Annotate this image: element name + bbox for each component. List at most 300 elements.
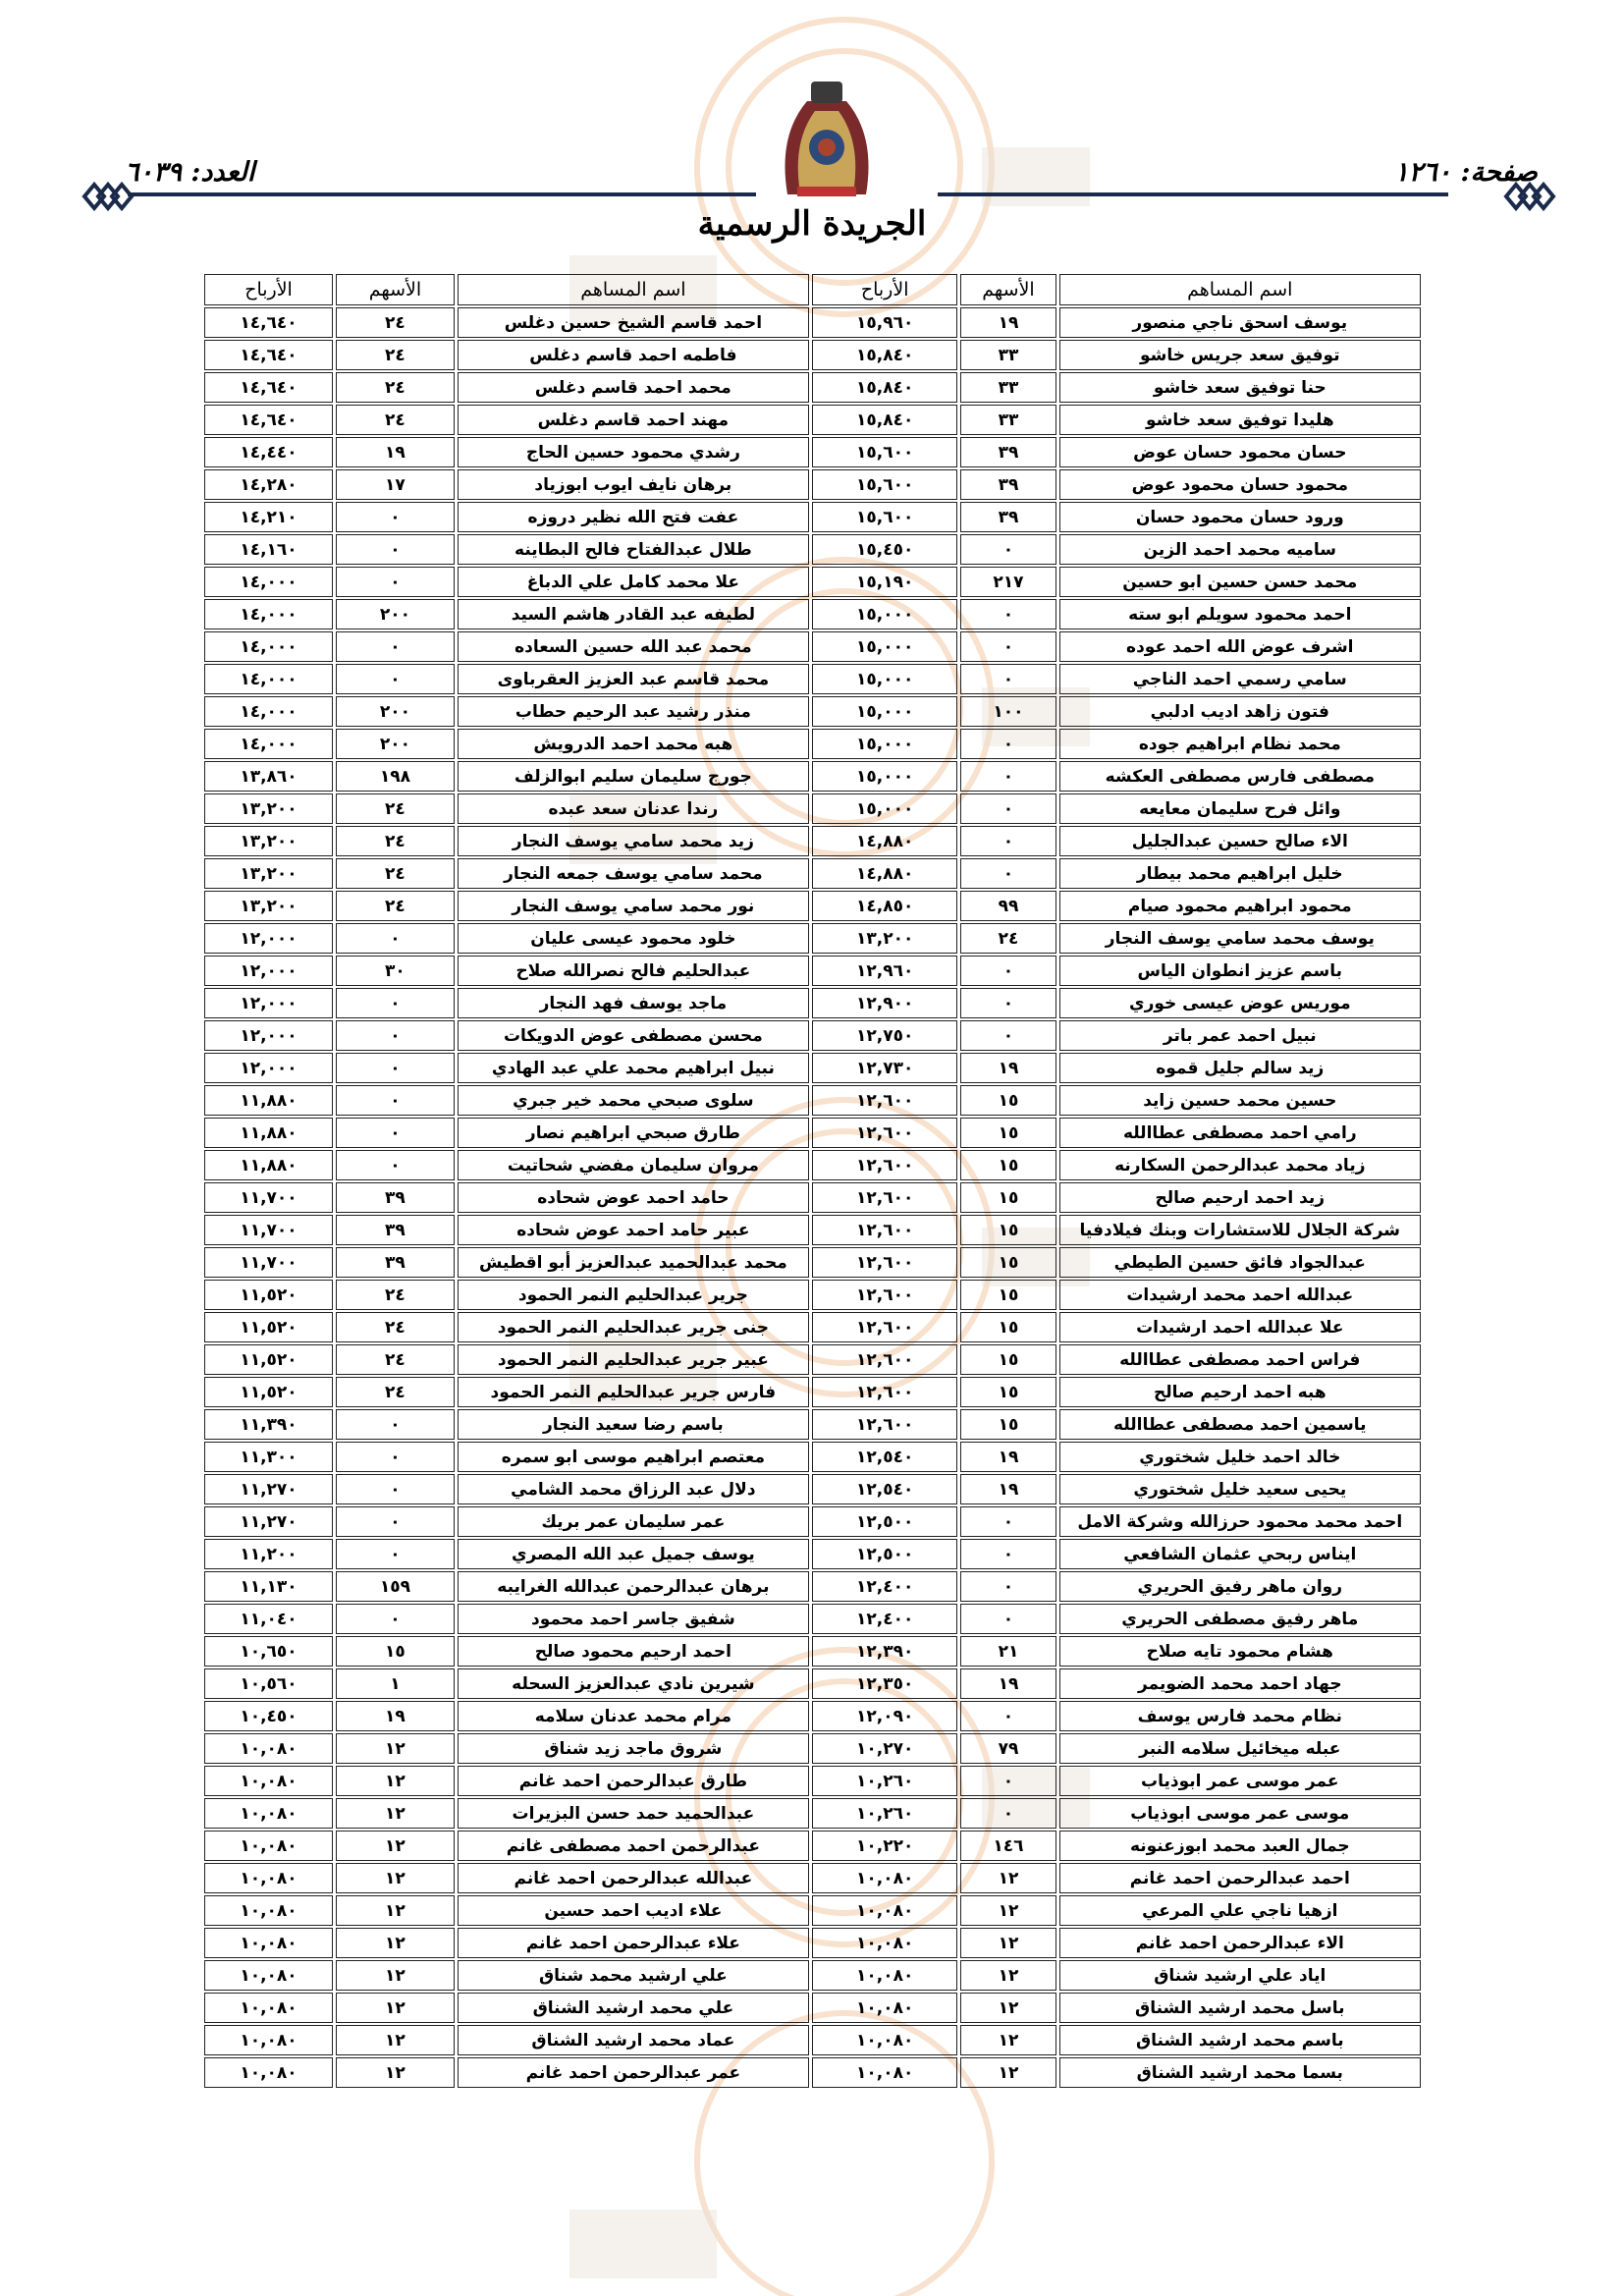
shares-cell: ٠ bbox=[336, 923, 455, 954]
table-row bbox=[204, 826, 1421, 856]
profits-cell: ١٤,٨٨٠ bbox=[812, 858, 957, 889]
profits-cell: ١٠,٠٨٠ bbox=[204, 1960, 333, 1991]
profits-cell: ١٤,٤٤٠ bbox=[204, 437, 333, 467]
shareholder-name-cell: روان ماهر رفيق الحريري bbox=[1059, 1571, 1421, 1602]
shares-cell: ١٢ bbox=[336, 1863, 455, 1893]
shares-cell: ١٢ bbox=[960, 1863, 1056, 1893]
shareholder-name-cell: زيد محمد سامي يوسف النجار bbox=[458, 826, 809, 856]
profits-cell: ١٠,٠٨٠ bbox=[812, 1863, 957, 1893]
shareholder-name-cell: بسما محمد ارشيد الشناق bbox=[1059, 2057, 1421, 2088]
table-row bbox=[204, 923, 1421, 954]
shares-cell: ١٩ bbox=[960, 307, 1056, 338]
shareholder-name-cell: توفيق سعد جريس خاشو bbox=[1059, 340, 1421, 370]
table-row bbox=[204, 1150, 1421, 1180]
profits-cell: ١٤,٢١٠ bbox=[204, 502, 333, 532]
shareholder-name-cell: احمد محمد محمود حرزالله وشركة الامل bbox=[1059, 1506, 1421, 1537]
profits-cell: ١٠,٠٨٠ bbox=[812, 1928, 957, 1958]
table-row bbox=[204, 664, 1421, 694]
shares-cell: ٠ bbox=[336, 1539, 455, 1569]
profits-cell: ١٥,٠٠٠ bbox=[812, 696, 957, 727]
shareholder-name-cell: عبدالحليم فالح نصرالله صلاح bbox=[458, 956, 809, 986]
profits-cell: ١٢,٣٥٠ bbox=[812, 1668, 957, 1699]
profits-cell: ١٥,٦٠٠ bbox=[812, 502, 957, 532]
shares-cell: ١٩ bbox=[960, 1053, 1056, 1083]
table-row bbox=[204, 696, 1421, 727]
table-row bbox=[204, 437, 1421, 467]
shares-cell: ٣٩ bbox=[960, 502, 1056, 532]
profits-cell: ١٠,٦٥٠ bbox=[204, 1636, 333, 1667]
shares-cell: ١٢ bbox=[960, 1895, 1056, 1926]
profits-cell: ١٢,٥٤٠ bbox=[812, 1474, 957, 1504]
table-row bbox=[204, 1831, 1421, 1861]
table-row bbox=[204, 891, 1421, 921]
shareholder-name-cell: علا محمد كامل علي الدباغ bbox=[458, 567, 809, 597]
shares-cell: ٠ bbox=[336, 1150, 455, 1180]
shares-cell: ٠ bbox=[960, 1766, 1056, 1796]
shareholder-name-cell: محسن مصطفى عوض الدويكات bbox=[458, 1020, 809, 1051]
table-row bbox=[204, 858, 1421, 889]
profits-cell: ١٤,٠٠٠ bbox=[204, 696, 333, 727]
shares-cell: ٢٤ bbox=[336, 405, 455, 435]
profits-cell: ١٢,٧٥٠ bbox=[812, 1020, 957, 1051]
header-shareholder-name: اسم المساهم bbox=[458, 274, 809, 305]
shares-cell: ٢٤ bbox=[336, 340, 455, 370]
table-row bbox=[204, 1863, 1421, 1893]
profits-cell: ١٠,٠٨٠ bbox=[812, 2057, 957, 2088]
shares-cell: ٣٩ bbox=[336, 1247, 455, 1278]
shares-cell: ٢٤ bbox=[336, 1312, 455, 1342]
profits-cell: ١٥,٦٠٠ bbox=[812, 437, 957, 467]
shares-cell: ١٩ bbox=[960, 1442, 1056, 1472]
shares-cell: ٢٠٠ bbox=[336, 729, 455, 759]
table-row bbox=[204, 1636, 1421, 1667]
table-row bbox=[204, 1928, 1421, 1958]
profits-cell: ١٣,٢٠٠ bbox=[812, 923, 957, 954]
table-row bbox=[204, 1506, 1421, 1537]
shares-cell: ١٥ bbox=[960, 1215, 1056, 1245]
table-row bbox=[204, 1020, 1421, 1051]
profits-cell: ١٢,٠٩٠ bbox=[812, 1701, 957, 1731]
profits-cell: ١٠,٥٦٠ bbox=[204, 1668, 333, 1699]
shares-cell: ٠ bbox=[336, 1442, 455, 1472]
shares-cell: ١٠٠ bbox=[960, 696, 1056, 727]
table-row bbox=[204, 307, 1421, 338]
shareholder-name-cell: حنا توفيق سعد خاشو bbox=[1059, 372, 1421, 403]
shares-cell: ١٢ bbox=[336, 1831, 455, 1861]
shares-cell: ١٢ bbox=[336, 1960, 455, 1991]
shares-cell: ١٤٦ bbox=[960, 1831, 1056, 1861]
table-row bbox=[204, 1247, 1421, 1278]
table-row bbox=[204, 2057, 1421, 2088]
page-label-text: صفحة: bbox=[1460, 157, 1538, 188]
shareholder-name-cell: جهاد احمد محمد الضويمر bbox=[1059, 1668, 1421, 1699]
table-row bbox=[204, 988, 1421, 1018]
shares-cell: ٠ bbox=[960, 631, 1056, 662]
profits-cell: ١١,٥٢٠ bbox=[204, 1312, 333, 1342]
profits-cell: ١٤,٠٠٠ bbox=[204, 599, 333, 629]
shares-cell: ٧٩ bbox=[960, 1733, 1056, 1764]
shareholder-name-cell: الاء عبدالرحمن احمد غانم bbox=[1059, 1928, 1421, 1958]
shares-cell: ٣٩ bbox=[960, 469, 1056, 500]
shareholder-name-cell: باسل محمد ارشيد الشناق bbox=[1059, 1993, 1421, 2023]
shareholder-name-cell: سلوى صبحي محمد خير جبري bbox=[458, 1085, 809, 1116]
shareholder-name-cell: عمر سليمان عمر بريك bbox=[458, 1506, 809, 1537]
profits-cell: ١٣,٢٠٠ bbox=[204, 793, 333, 824]
shares-cell: ٠ bbox=[336, 988, 455, 1018]
profits-cell: ١٠,٢٧٠ bbox=[812, 1733, 957, 1764]
table-row bbox=[204, 1993, 1421, 2023]
profits-cell: ١١,٨٨٠ bbox=[204, 1085, 333, 1116]
shareholder-name-cell: هبه محمد احمد الدرويش bbox=[458, 729, 809, 759]
shares-cell: ٢٤ bbox=[336, 1344, 455, 1375]
shareholder-name-cell: احمد عبدالرحمن احمد غانم bbox=[1059, 1863, 1421, 1893]
shareholder-name-cell: سامي رسمي احمد الناجي bbox=[1059, 664, 1421, 694]
shares-cell: ٢٤ bbox=[960, 923, 1056, 954]
shareholder-name-cell: منذر رشيد عبد الرحيم حطاب bbox=[458, 696, 809, 727]
profits-cell: ١٢,٥٤٠ bbox=[812, 1442, 957, 1472]
shareholder-name-cell: مصطفى فارس مصطفى العكشه bbox=[1059, 761, 1421, 792]
shares-cell: ٢٠٠ bbox=[336, 696, 455, 727]
header-shares: الأسهم bbox=[960, 274, 1056, 305]
shareholder-name-cell: عبدالرحمن احمد مصطفى غانم bbox=[458, 1831, 809, 1861]
shares-cell: ٣٩ bbox=[960, 437, 1056, 467]
profits-cell: ١٣,٢٠٠ bbox=[204, 858, 333, 889]
shareholder-name-cell: محمود حسان محمود عوض bbox=[1059, 469, 1421, 500]
shareholder-name-cell: نور محمد سامي يوسف النجار bbox=[458, 891, 809, 921]
shares-cell: ٠ bbox=[336, 567, 455, 597]
profits-cell: ١١,٥٢٠ bbox=[204, 1280, 333, 1310]
table-row bbox=[204, 1539, 1421, 1569]
shares-cell: ٠ bbox=[336, 664, 455, 694]
shares-cell: ٠ bbox=[960, 729, 1056, 759]
profits-cell: ١٥,٠٠٠ bbox=[812, 729, 957, 759]
shares-cell: ١٥ bbox=[336, 1636, 455, 1667]
shareholder-name-cell: عبله ميخائيل سلامه النبر bbox=[1059, 1733, 1421, 1764]
shares-cell: ٠ bbox=[336, 1085, 455, 1116]
shareholder-name-cell: احمد ارحيم محمود صالح bbox=[458, 1636, 809, 1667]
profits-cell: ١٢,٦٠٠ bbox=[812, 1182, 957, 1213]
profits-cell: ١٤,٠٠٠ bbox=[204, 729, 333, 759]
profits-cell: ١١,٨٨٠ bbox=[204, 1118, 333, 1148]
profits-cell: ١٥,٨٤٠ bbox=[812, 372, 957, 403]
shares-cell: ١٥ bbox=[960, 1085, 1056, 1116]
shares-cell: ١٥ bbox=[960, 1344, 1056, 1375]
shares-cell: ٢٤ bbox=[336, 372, 455, 403]
shareholder-name-cell: ماجد يوسف فهد النجار bbox=[458, 988, 809, 1018]
profits-cell: ١١,٧٠٠ bbox=[204, 1215, 333, 1245]
table-row bbox=[204, 1733, 1421, 1764]
shareholders-table bbox=[201, 272, 1424, 2090]
page-number-value: ١٢٦٠ bbox=[1394, 157, 1452, 188]
shareholder-name-cell: طارق صبحي ابراهيم نصار bbox=[458, 1118, 809, 1148]
shares-cell: ١٢ bbox=[336, 1895, 455, 1926]
shares-cell: ١ bbox=[336, 1668, 455, 1699]
shareholder-name-cell: برهان نايف ايوب ابوزياد bbox=[458, 469, 809, 500]
profits-cell: ١٠,٠٨٠ bbox=[812, 2025, 957, 2055]
profits-cell: ١٢,٥٠٠ bbox=[812, 1539, 957, 1569]
shares-cell: ١٩ bbox=[960, 1474, 1056, 1504]
shares-cell: ٢٤ bbox=[336, 793, 455, 824]
shareholder-name-cell: برهان عبدالرحمن عبدالله الغرايبه bbox=[458, 1571, 809, 1602]
shares-cell: ٢٤ bbox=[336, 891, 455, 921]
shareholder-name-cell: شروق ماجد زيد شناق bbox=[458, 1733, 809, 1764]
header-profits: الأرباح bbox=[812, 274, 957, 305]
shareholder-name-cell: رندا عدنان سعد عبده bbox=[458, 793, 809, 824]
profits-cell: ١٢,٦٠٠ bbox=[812, 1215, 957, 1245]
table-row bbox=[204, 599, 1421, 629]
profits-cell: ١٢,٦٠٠ bbox=[812, 1085, 957, 1116]
shareholder-name-cell: باسم عزيز انطوان الياس bbox=[1059, 956, 1421, 986]
shareholder-name-cell: ايناس ربحي عثمان الشافعي bbox=[1059, 1539, 1421, 1569]
shareholder-name-cell: خلود محمود عيسى عليان bbox=[458, 923, 809, 954]
shares-cell: ٠ bbox=[960, 988, 1056, 1018]
shareholders-table-container bbox=[201, 272, 1424, 2090]
profits-cell: ١٤,٢٨٠ bbox=[204, 469, 333, 500]
profits-cell: ١٤,٠٠٠ bbox=[204, 567, 333, 597]
shareholder-name-cell: نظام محمد فارس يوسف bbox=[1059, 1701, 1421, 1731]
profits-cell: ١٢,٠٠٠ bbox=[204, 988, 333, 1018]
shareholder-name-cell: مروان سليمان مفضي شحاتيت bbox=[458, 1150, 809, 1180]
shareholder-name-cell: رشدي محمود حسين الحاج bbox=[458, 437, 809, 467]
shares-cell: ٠ bbox=[336, 534, 455, 565]
shareholder-name-cell: رامي احمد مصطفى عطاالله bbox=[1059, 1118, 1421, 1148]
profits-cell: ١٠,٠٨٠ bbox=[812, 1895, 957, 1926]
profits-cell: ١١,٢٧٠ bbox=[204, 1506, 333, 1537]
shares-cell: ١٥ bbox=[960, 1182, 1056, 1213]
table-row bbox=[204, 340, 1421, 370]
shares-cell: ٠ bbox=[960, 1571, 1056, 1602]
shareholder-name-cell: نبيل احمد عمر باتر bbox=[1059, 1020, 1421, 1051]
shares-cell: ١٥ bbox=[960, 1312, 1056, 1342]
profits-cell: ١٠,٠٨٠ bbox=[204, 1928, 333, 1958]
shareholder-name-cell: علي ارشيد محمد شناق bbox=[458, 1960, 809, 1991]
shareholder-name-cell: احمد قاسم الشيخ حسين دغلس bbox=[458, 307, 809, 338]
profits-cell: ١١,١٣٠ bbox=[204, 1571, 333, 1602]
shareholder-name-cell: عمر عبدالرحمن احمد غانم bbox=[458, 2057, 809, 2088]
shares-cell: ١٥ bbox=[960, 1150, 1056, 1180]
shareholder-name-cell: يوسف اسحق ناجي منصور bbox=[1059, 307, 1421, 338]
profits-cell: ١٥,٤٥٠ bbox=[812, 534, 957, 565]
shareholder-name-cell: فاطمه احمد قاسم دغلس bbox=[458, 340, 809, 370]
header-rule-right bbox=[938, 192, 1448, 196]
table-row bbox=[204, 1312, 1421, 1342]
table-row bbox=[204, 729, 1421, 759]
table-row bbox=[204, 1668, 1421, 1699]
shareholder-name-cell: عمر موسى عمر ابوذياب bbox=[1059, 1766, 1421, 1796]
profits-cell: ١٥,٠٠٠ bbox=[812, 664, 957, 694]
shares-cell: ٠ bbox=[960, 761, 1056, 792]
profits-cell: ١١,٥٢٠ bbox=[204, 1344, 333, 1375]
shares-cell: ٠ bbox=[960, 664, 1056, 694]
profits-cell: ١٥,٠٠٠ bbox=[812, 631, 957, 662]
shares-cell: ٠ bbox=[960, 826, 1056, 856]
shareholder-name-cell: دلال عبد الرزاق محمد الشامي bbox=[458, 1474, 809, 1504]
header-profits: الأرباح bbox=[204, 274, 333, 305]
shareholder-name-cell: ورود حسان محمود حسان bbox=[1059, 502, 1421, 532]
shareholder-name-cell: طلال عبدالفتاح فالح البطاينه bbox=[458, 534, 809, 565]
shares-cell: ٢٤ bbox=[336, 1280, 455, 1310]
table-row bbox=[204, 956, 1421, 986]
shares-cell: ٠ bbox=[960, 956, 1056, 986]
profits-cell: ١١,٠٤٠ bbox=[204, 1604, 333, 1634]
profits-cell: ١٣,٨٦٠ bbox=[204, 761, 333, 792]
profits-cell: ١٠,٠٨٠ bbox=[204, 1766, 333, 1796]
shares-cell: ٣٩ bbox=[336, 1182, 455, 1213]
table-row bbox=[204, 1377, 1421, 1407]
shareholder-name-cell: حسين محمد حسين زايد bbox=[1059, 1085, 1421, 1116]
table-row bbox=[204, 2025, 1421, 2055]
table-row bbox=[204, 1604, 1421, 1634]
shareholder-name-cell: حامد احمد عوض شحاده bbox=[458, 1182, 809, 1213]
shareholder-name-cell: علا عبدالله احمد ارشيدات bbox=[1059, 1312, 1421, 1342]
shares-cell: ٢٤ bbox=[336, 1377, 455, 1407]
shareholder-name-cell: هشام محمود تايه صلاح bbox=[1059, 1636, 1421, 1667]
shares-cell: ٩٩ bbox=[960, 891, 1056, 921]
shareholder-name-cell: عبدالحميد حمد حسن البزيرات bbox=[458, 1798, 809, 1829]
shares-cell: ٠ bbox=[960, 599, 1056, 629]
shares-cell: ٠ bbox=[336, 1053, 455, 1083]
shareholder-name-cell: مرام محمد عدنان سلامه bbox=[458, 1701, 809, 1731]
shareholder-name-cell: طارق عبدالرحمن احمد غانم bbox=[458, 1766, 809, 1796]
shares-cell: ١٩ bbox=[960, 1668, 1056, 1699]
shareholder-name-cell: زيد سالم جليل قموه bbox=[1059, 1053, 1421, 1083]
shares-cell: ١٥ bbox=[960, 1409, 1056, 1440]
shareholder-name-cell: هليدا توفيق سعد خاشو bbox=[1059, 405, 1421, 435]
shareholder-name-cell: فراس احمد مصطفى عطاالله bbox=[1059, 1344, 1421, 1375]
shareholder-name-cell: عفت فتح الله نظير دروزه bbox=[458, 502, 809, 532]
shareholder-name-cell: باسم محمد ارشيد الشناق bbox=[1059, 2025, 1421, 2055]
table-header-row bbox=[204, 274, 1421, 305]
table-row bbox=[204, 405, 1421, 435]
shareholder-name-cell: موريس عوض عيسى خوري bbox=[1059, 988, 1421, 1018]
shareholder-name-cell: باسم رضا سعيد النجار bbox=[458, 1409, 809, 1440]
profits-cell: ١١,٢٠٠ bbox=[204, 1539, 333, 1569]
profits-cell: ١٥,٦٠٠ bbox=[812, 469, 957, 500]
shareholder-name-cell: محمد حسن حسين ابو حسين bbox=[1059, 567, 1421, 597]
shareholder-name-cell: يوسف محمد سامي يوسف النجار bbox=[1059, 923, 1421, 954]
profits-cell: ١٢,٦٠٠ bbox=[812, 1312, 957, 1342]
profits-cell: ١١,٥٢٠ bbox=[204, 1377, 333, 1407]
profits-cell: ١٤,٦٤٠ bbox=[204, 307, 333, 338]
table-row bbox=[204, 1960, 1421, 1991]
shares-cell: ٢١٧ bbox=[960, 567, 1056, 597]
table-row bbox=[204, 372, 1421, 403]
table-row bbox=[204, 1571, 1421, 1602]
shareholder-name-cell: شيرين نادي عبدالعزيز السحله bbox=[458, 1668, 809, 1699]
shareholder-name-cell: محمد قاسم عبد العزيز العقرباوى bbox=[458, 664, 809, 694]
profits-cell: ١٢,٠٠٠ bbox=[204, 1020, 333, 1051]
profits-cell: ١٠,٠٨٠ bbox=[204, 2025, 333, 2055]
shareholder-name-cell: جمال العبد محمد ابوزعنونه bbox=[1059, 1831, 1421, 1861]
shares-cell: ١٥ bbox=[960, 1118, 1056, 1148]
profits-cell: ١٠,٠٨٠ bbox=[204, 1831, 333, 1861]
table-row bbox=[204, 1085, 1421, 1116]
shares-cell: ٠ bbox=[960, 793, 1056, 824]
shareholder-name-cell: اياد علي ارشيد شناق bbox=[1059, 1960, 1421, 1991]
profits-cell: ١٠,٠٨٠ bbox=[204, 2057, 333, 2088]
table-row bbox=[204, 469, 1421, 500]
shareholder-name-cell: زيد احمد ارحيم صالح bbox=[1059, 1182, 1421, 1213]
header-shares: الأسهم bbox=[336, 274, 455, 305]
profits-cell: ١٠,٤٥٠ bbox=[204, 1701, 333, 1731]
shares-cell: ١٩٨ bbox=[336, 761, 455, 792]
shares-cell: ٠ bbox=[336, 1506, 455, 1537]
shares-cell: ٣٣ bbox=[960, 372, 1056, 403]
shareholder-name-cell: محمد عبد الله حسين السعاده bbox=[458, 631, 809, 662]
profits-cell: ١٥,٨٤٠ bbox=[812, 340, 957, 370]
shareholder-name-cell: وائل فرح سليمان معايعه bbox=[1059, 793, 1421, 824]
shares-cell: ٠ bbox=[336, 1020, 455, 1051]
shares-cell: ٣٠ bbox=[336, 956, 455, 986]
table-row bbox=[204, 761, 1421, 792]
table-row bbox=[204, 1409, 1421, 1440]
profits-cell: ١٠,٢٦٠ bbox=[812, 1798, 957, 1829]
profits-cell: ١٢,٠٠٠ bbox=[204, 923, 333, 954]
profits-cell: ١٢,٦٠٠ bbox=[812, 1247, 957, 1278]
header-rule-left bbox=[128, 192, 756, 196]
shares-cell: ٣٩ bbox=[336, 1215, 455, 1245]
profits-cell: ١٤,٦٤٠ bbox=[204, 340, 333, 370]
shareholder-name-cell: ياسمين احمد مصطفى عطاالله bbox=[1059, 1409, 1421, 1440]
shares-cell: ١٢ bbox=[336, 1798, 455, 1829]
shares-cell: ١٢ bbox=[336, 1993, 455, 2023]
shares-cell: ١٢ bbox=[960, 1960, 1056, 1991]
shares-cell: ١٢ bbox=[960, 2025, 1056, 2055]
profits-cell: ١٠,٠٨٠ bbox=[204, 1993, 333, 2023]
shareholder-name-cell: عماد محمد ارشيد الشناق bbox=[458, 2025, 809, 2055]
shares-cell: ٠ bbox=[960, 858, 1056, 889]
issue-label-text: العدد: bbox=[190, 157, 255, 188]
shareholder-name-cell: فتون زاهد اديب ادلبي bbox=[1059, 696, 1421, 727]
profits-cell: ١٥,٠٠٠ bbox=[812, 793, 957, 824]
profits-cell: ١٥,١٩٠ bbox=[812, 567, 957, 597]
profits-cell: ١٤,٨٥٠ bbox=[812, 891, 957, 921]
shares-cell: ٠ bbox=[960, 1798, 1056, 1829]
profits-cell: ١٠,٠٨٠ bbox=[812, 1960, 957, 1991]
shareholder-name-cell: ازهيا ناجي علي المرعي bbox=[1059, 1895, 1421, 1926]
shares-cell: ١٥ bbox=[960, 1377, 1056, 1407]
table-row bbox=[204, 1118, 1421, 1148]
shares-cell: ١٥٩ bbox=[336, 1571, 455, 1602]
shares-cell: ٣٣ bbox=[960, 340, 1056, 370]
table-row bbox=[204, 1344, 1421, 1375]
profits-cell: ١٢,٦٠٠ bbox=[812, 1118, 957, 1148]
issue-number-label bbox=[125, 157, 254, 188]
shareholder-name-cell: محمد سامي يوسف جمعه النجار bbox=[458, 858, 809, 889]
shareholder-name-cell: عبير حامد احمد عوض شحاده bbox=[458, 1215, 809, 1245]
shares-cell: ١٢ bbox=[960, 1928, 1056, 1958]
profits-cell: ١٣,٢٠٠ bbox=[204, 826, 333, 856]
shareholder-name-cell: موسى عمر موسى ابوذياب bbox=[1059, 1798, 1421, 1829]
shareholder-name-cell: نبيل ابراهيم محمد علي عبد الهادي bbox=[458, 1053, 809, 1083]
shares-cell: ٢٤ bbox=[336, 858, 455, 889]
shareholder-name-cell: عبدالجواد فائق حسين الطيطي bbox=[1059, 1247, 1421, 1278]
table-row bbox=[204, 1442, 1421, 1472]
shares-cell: ٠ bbox=[960, 1539, 1056, 1569]
shareholder-name-cell: اشرف عوض الله احمد عوده bbox=[1059, 631, 1421, 662]
shareholder-name-cell: جرير عبدالحليم النمر الحمود bbox=[458, 1280, 809, 1310]
profits-cell: ١٥,٨٤٠ bbox=[812, 405, 957, 435]
profits-cell: ١٥,٠٠٠ bbox=[812, 761, 957, 792]
shares-cell: ١٩ bbox=[336, 437, 455, 467]
shareholder-name-cell: شركة الجلال للاستشارات وبنك فيلادفيا bbox=[1059, 1215, 1421, 1245]
coat-of-arms-icon bbox=[768, 77, 886, 206]
shares-cell: ١٢ bbox=[336, 1766, 455, 1796]
profits-cell: ١٢,٤٠٠ bbox=[812, 1571, 957, 1602]
profits-cell: ١٠,٠٨٠ bbox=[204, 1863, 333, 1893]
table-row bbox=[204, 1766, 1421, 1796]
shareholder-name-cell: فارس جرير عبدالحليم النمر الحمود bbox=[458, 1377, 809, 1407]
